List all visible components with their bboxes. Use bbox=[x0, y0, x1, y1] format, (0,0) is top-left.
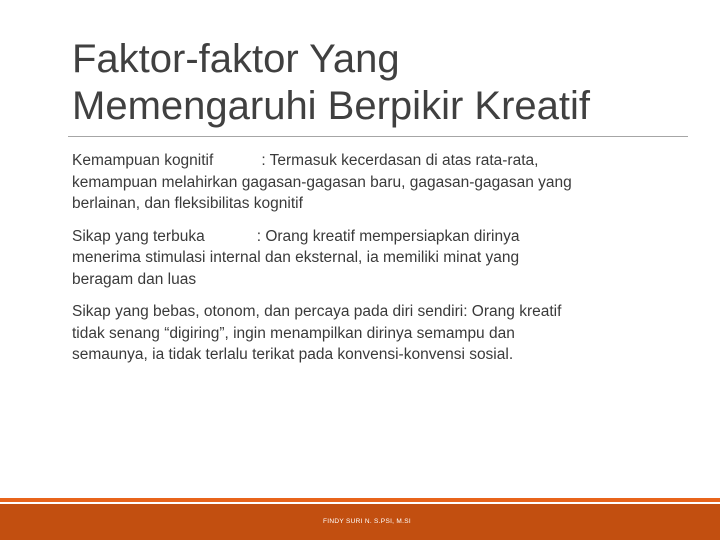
paragraph-sikap-bebas bbox=[72, 301, 672, 366]
paragraph-text: : Orang kreatif mempersiapkan dirinya bbox=[256, 227, 520, 245]
paragraph-line: semaunya, ia tidak terlalu terikat pada konvensi-konvensi sosial. bbox=[72, 346, 514, 363]
paragraph-text: : Termasuk kecerdasan di atas rata-rata, bbox=[261, 152, 539, 169]
paragraph-line: berlainan, dan fleksibilitas kognitif bbox=[72, 195, 303, 212]
slide-body bbox=[72, 150, 672, 377]
paragraph-line: kemampuan melahirkan gagasan-gagasan baru, gagasan-gagasan yang bbox=[72, 173, 572, 191]
paragraph-label: Sikap yang terbuka bbox=[72, 227, 205, 245]
title-divider bbox=[68, 136, 688, 137]
slide-title bbox=[72, 36, 672, 130]
paragraph-line: menerima stimulasi internal dan eksternal, ia memiliki minat yang bbox=[72, 249, 520, 266]
paragraph-line: Sikap yang bebas, otonom, dan percaya pada diri sendiri: Orang kreatif bbox=[72, 303, 562, 320]
footer-author: FINDY SURI N. S.PSI, M.SI bbox=[323, 518, 411, 525]
paragraph-line: tidak senang “digiring”, ingin menampilkan dirinya semampu dan bbox=[72, 324, 515, 342]
paragraph-line: beragam dan luas bbox=[72, 270, 197, 288]
slide-title-line-1: Faktor-faktor Yang bbox=[72, 37, 400, 81]
footer-accent-line bbox=[0, 498, 720, 502]
paragraph-sikap-terbuka bbox=[72, 226, 672, 291]
paragraph-line bbox=[72, 150, 672, 172]
paragraph-kemampuan-kognitif bbox=[72, 150, 672, 215]
paragraph-line bbox=[72, 226, 672, 248]
slide-title-line-2: Memengaruhi Berpikir Kreatif bbox=[72, 84, 590, 128]
paragraph-label: Kemampuan kognitif bbox=[72, 152, 214, 169]
